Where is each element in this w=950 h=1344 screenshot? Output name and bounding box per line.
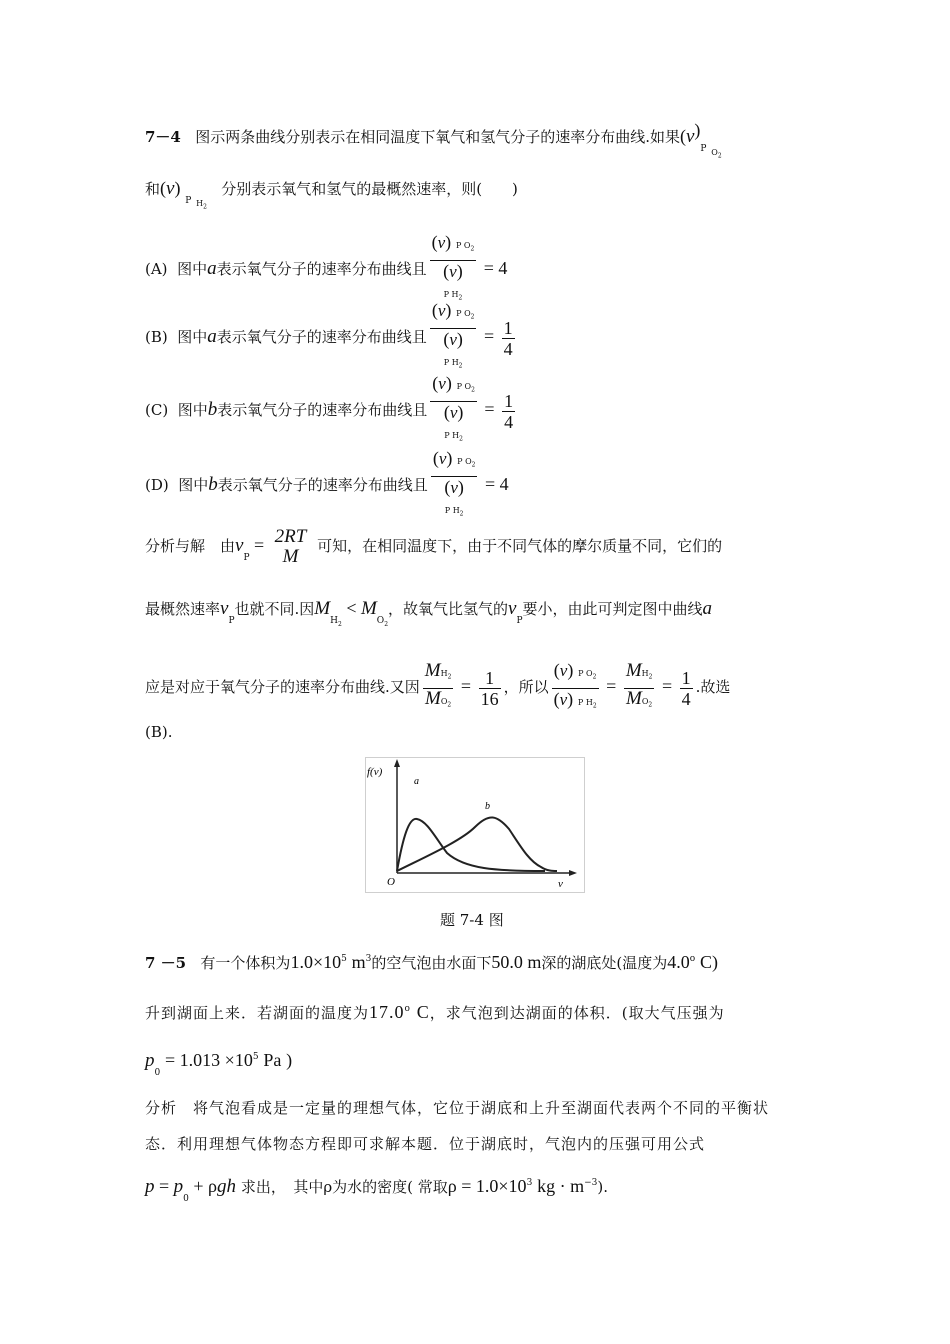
option-d: (D) 图中b表示氧气分子的速率分布曲线且 (v) P $O_2$ (v) P $H_2$ = 4: [145, 448, 509, 518]
problem-7-5-line2: 升到湖面上来．若湖面的温度为17.0$^o$ C，求气泡到达湖面的体积．(取大气压强为: [145, 1002, 725, 1022]
analysis-line3: 应是对应于氧气分子的速率分布曲线.又因 $\frac{MH_2}{MO_2}$ = $\frac{1}{16}$ ，所以 $\frac{(v) P O_2}{(v) P H_2}$ = $\frac{MH_2}{MO_2}$ = $\frac{1}{4}$ .故选: [145, 660, 731, 710]
stem-prefix: 和: [145, 180, 161, 198]
problem-7-5-line3: $p_0 = 1.013 \times 10^5$ Pa ): [145, 1050, 293, 1078]
speed-distribution-figure: [365, 757, 585, 893]
origin-label: O: [387, 876, 395, 888]
stem-text: 图示两条曲线分别表示在相同温度下氧气和氢气分子的速率分布曲线.如果: [195, 128, 680, 146]
y-axis-label: f(v): [367, 766, 383, 778]
x-axis-label: v: [558, 878, 563, 890]
stem-suffix: 分别表示氧气和氢气的最概然速率，则( ): [221, 180, 518, 198]
problem-7-5-analysis-line2: 态．利用理想气体物态方程即可求解本题．位于湖底时，气泡内的压强可用公式: [145, 1135, 706, 1153]
problem-number: 7 －5: [145, 954, 187, 972]
problem-7-5-line1: 7 －5 有一个体积为$1.0\times 10^5$ $m^3$的空气泡由水面下50.0 m深的湖底处(温度为4.0$^o$ C): [145, 952, 718, 972]
analysis-line4: (B).: [145, 723, 173, 741]
problem-7-5-analysis-line3: $p = p_0 + \rho gh$ 求出， 其中ρ为水的密度( 常取$\rho = 1.0\times 10^3$ kg · $m^{-3}$).: [145, 1176, 608, 1204]
option-a: (A) 图中a表示氧气分子的速率分布曲线且 (v) P $O_2$ (v) P $H_2$ = 4: [145, 232, 508, 302]
option-c: (C) 图中b表示氧气分子的速率分布曲线且 (v) P $O_2$ (v) P $H_2$ = $\frac{1}{4}$: [145, 373, 514, 443]
curve-a-label: a: [414, 776, 419, 787]
figure-caption: 题 7-4 图: [440, 911, 504, 929]
problem-number: 7－4: [145, 128, 181, 146]
problem-7-5-analysis-line1: 分析 将气泡看成是一定量的理想气体，它位于湖底和上升至湖面代表两个不同的平衡状: [145, 1099, 770, 1117]
curve-b-label: b: [485, 801, 490, 812]
option-b: (B) 图中a表示氧气分子的速率分布曲线且 (v) P $O_2$ (v) P $H_2$ = $\frac{1}{4}$: [145, 300, 513, 370]
problem-7-4-stem-line2: 和(v) $_P$ $_{H_2}$ 分别表示氧气和氢气的最概然速率，则( ): [145, 178, 518, 211]
analysis-line2: 最概然速率$v_P$也就不同.因$M_{H_2} < M_{O_2}$，故氧气比氢气的$v_P$要小，由此可判定图中曲线a: [145, 598, 713, 628]
ratio-value: 4: [498, 258, 508, 279]
analysis-line1: 分析与解 由$v_P$ = 2RT M 可知，在相同温度下，由于不同气体的摩尔质量不同，它们的: [145, 526, 723, 567]
problem-7-4-stem-line1: 7－4 图示两条曲线分别表示在相同温度下氧气和氢气分子的速率分布曲线.如果$(v)_P$ $_{O_2}$: [145, 120, 722, 160]
